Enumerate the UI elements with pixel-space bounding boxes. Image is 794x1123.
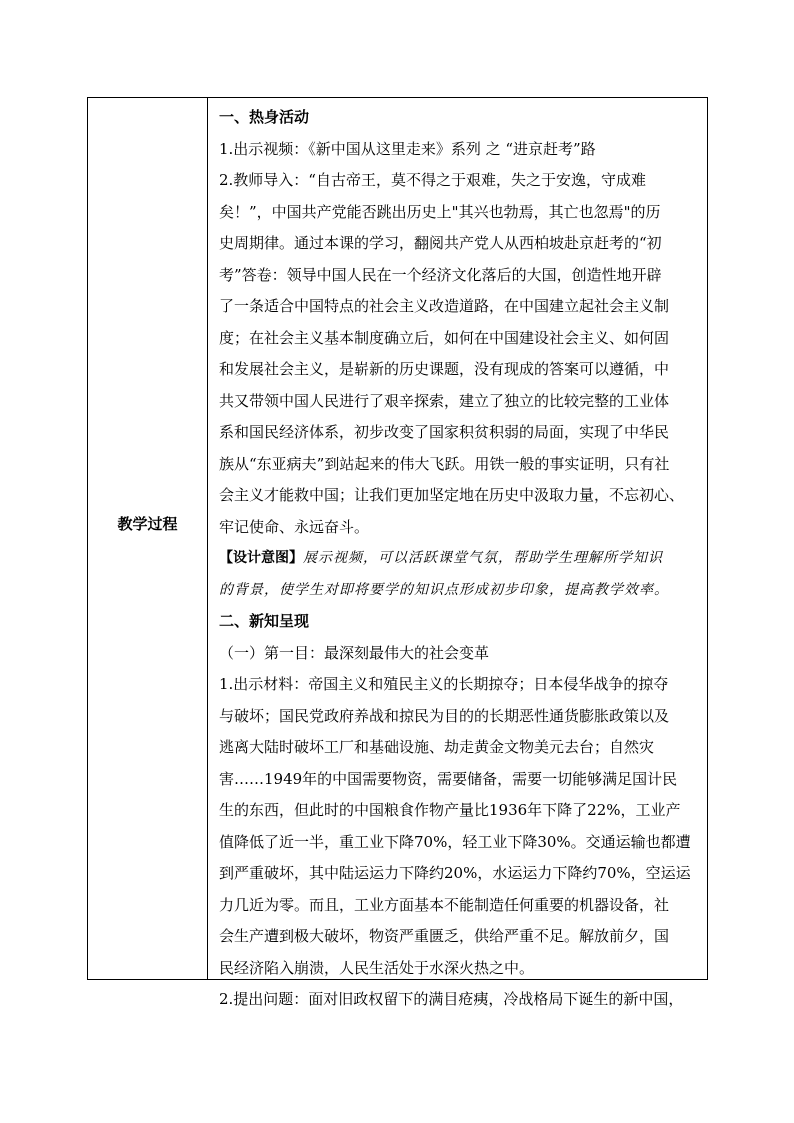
line-text: 到严重破坏，其中陆运运力下降约20%，水运运力下降约70%，空运运 <box>219 864 691 882</box>
line-text: 2.教师导入：“自古帝王，莫不得之于艰难，失之于安逸，守成难 <box>219 171 646 189</box>
line-text: 系和国民经济体系，初步改变了国家积贫积弱的局面，实现了中华民 <box>219 423 670 441</box>
text-line <box>219 480 701 512</box>
text-line <box>219 732 701 764</box>
text-line <box>219 165 701 197</box>
text-line <box>219 512 701 544</box>
line-text: 牢记使命、永远奋斗。 <box>219 517 370 536</box>
text-line <box>219 669 701 701</box>
line-text: 二、新知呈现 <box>219 612 310 630</box>
line-text: 族从“东亚病夫”到站起来的伟大飞跃。用铁一般的事实证明，只有社 <box>219 454 670 473</box>
line-text: 力几近为零。而且，工业方面基本不能制造任何重要的机器设备，社 <box>219 895 670 914</box>
line-text: 的背景，使学生对即将要学的知识点形成初步印象，提高教学效率。 <box>219 581 669 598</box>
text-line <box>219 764 701 796</box>
text-line <box>219 449 701 481</box>
line-text: 一、热身活动 <box>219 108 310 126</box>
text-line <box>219 134 701 166</box>
text-line <box>219 260 701 292</box>
text-line <box>219 701 701 733</box>
text-line <box>219 921 701 953</box>
text-line <box>219 984 701 1016</box>
line-text: 矣！”，中国共产党能否跳出历史上"其兴也勃焉，其亡也忽焉"的历 <box>219 202 661 221</box>
lesson-plan-table <box>87 97 708 1008</box>
section-heading <box>219 102 701 134</box>
text-line <box>219 354 701 386</box>
text-line <box>219 953 701 985</box>
line-text: 度；在社会主义基本制度确立后，如何在中国建设社会主义、如何固 <box>219 328 670 347</box>
text-line <box>219 291 701 323</box>
line-text: 考”答卷：领导中国人民在一个经济文化落后的大国，创造性地开辟 <box>219 265 662 284</box>
line-text: 1.出示材料：帝国主义和殖民主义的长期掠夺；日本侵华战争的掠夺 <box>219 675 669 693</box>
line-text: 会主义才能救中国；让我们更加坚定地在历史中汲取力量，不忘初心、 <box>219 486 685 504</box>
line-text: 1.出示视频：《新中国从这里走来》系列 之 “进京赶考”路 <box>219 139 596 158</box>
text-line <box>219 827 701 859</box>
design-intent-label: 【设计意图】 <box>219 550 303 566</box>
line-text: 与破坏；国民党政府养战和掠民为目的的长期恶性通货膨胀政策以及 <box>219 706 670 725</box>
line-text: 逃离大陆时破坏工厂和基础设施、劫走黄金文物美元去台；自然灾 <box>219 738 655 756</box>
design-intent-line <box>219 575 701 607</box>
line-text: 害……1949年的中国需要物资，需要储备，需要一切能够满足国计民 <box>219 769 678 788</box>
line-text: 生的东西，但此时的中国粮食作物产量比1936年下降了22%，工业产 <box>219 801 681 819</box>
text-line <box>219 638 701 670</box>
line-text: 了一条适合中国特点的社会主义改造道路，在中国建立起社会主义制 <box>219 297 670 315</box>
line-text: 2.提出问题：面对旧政权留下的满目疮痍，冷战格局下诞生的新中国， <box>219 990 684 1008</box>
text-line <box>219 197 701 229</box>
text-line <box>219 228 701 260</box>
line-text: 和发展社会主义，是崭新的历史课题，没有现成的答案可以遵循，中 <box>219 360 670 378</box>
text-line <box>219 795 701 827</box>
text-line <box>219 386 701 418</box>
line-text: 展示视频，可以活跃课堂气氛，帮助学生理解所学知识 <box>303 550 663 566</box>
text-line <box>219 858 701 890</box>
text-line <box>219 323 701 355</box>
section-label-cell <box>88 98 208 979</box>
line-text: 值降低了近一半，重工业下降70%，轻工业下降30%。交通运输也都遭 <box>219 832 691 851</box>
design-intent-line <box>219 543 701 575</box>
line-text: 共又带领中国人民进行了艰辛探索，建立了独立的比较完整的工业体 <box>219 391 670 410</box>
text-line <box>219 890 701 922</box>
line-text: 民经济陷入崩溃，人民生活处于水深火热之中。 <box>219 958 535 977</box>
line-text: 史周期律。通过本课的学习，翻阅共产党人从西柏坡赴京赶考的“初 <box>219 234 662 252</box>
section-label: 教学过程 <box>117 515 178 533</box>
content-cell <box>208 98 707 1008</box>
text-line <box>219 417 701 449</box>
section-heading <box>219 606 701 638</box>
line-text: 会生产遭到极大破坏，物资严重匮乏，供给严重不足。解放前夕，国 <box>219 927 670 945</box>
line-text: （一）第一目：最深刻最伟大的社会变革 <box>219 643 490 662</box>
